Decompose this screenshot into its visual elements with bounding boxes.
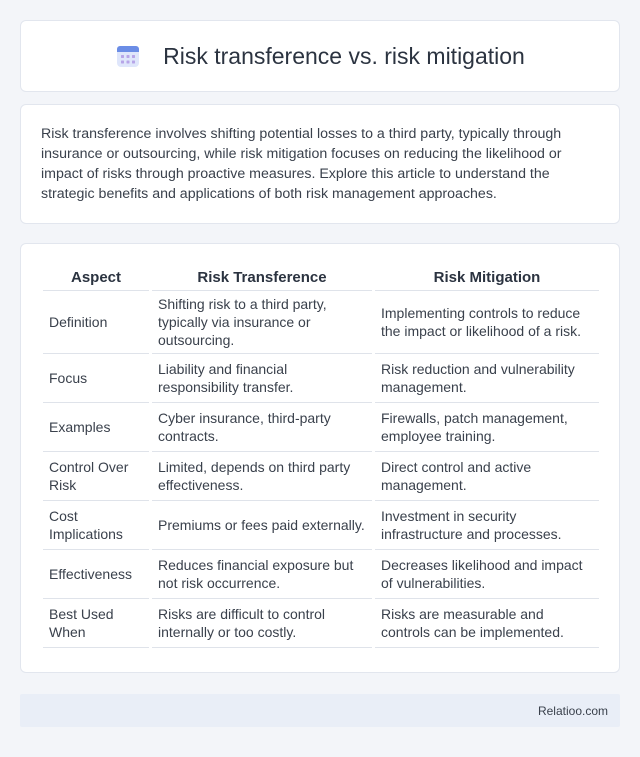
table-row: [43, 550, 599, 599]
cell-aspect: Focus: [43, 354, 149, 403]
cell-mitigation: Decreases likelihood and impact of vulnerabilities.: [375, 550, 599, 599]
header-risk-transference: Risk Transference: [152, 264, 372, 291]
table-header-row: [43, 264, 599, 291]
table-row: [43, 354, 599, 403]
header-aspect: Aspect: [43, 264, 149, 291]
cell-mitigation: Implementing controls to reduce the impact or likelihood of a risk.: [375, 291, 599, 354]
header-risk-mitigation: Risk Mitigation: [375, 264, 599, 291]
cell-transference: Cyber insurance, third-party contracts.: [152, 403, 372, 452]
cell-transference: Premiums or fees paid externally.: [152, 501, 372, 550]
cell-transference: Limited, depends on third party effectiveness.: [152, 452, 372, 501]
cell-aspect: Cost Implications: [43, 501, 149, 550]
cell-transference: Liability and financial responsibility transfer.: [152, 354, 372, 403]
footer-brand[interactable]: Relatioo.com: [537, 703, 608, 718]
cell-mitigation: Firewalls, patch management, employee training.: [375, 403, 599, 452]
cell-transference: Shifting risk to a third party, typically via insurance or outsourcing.: [152, 291, 372, 354]
cell-mitigation: Direct control and active management.: [375, 452, 599, 501]
intro-paragraph: Risk transference involves shifting potential losses to a third party, typically through insurance or outsourcing, while risk mitigation focuses on reducing the likelihood or impact of risks through proactive measures. Explore this article to understand the strategic benefits and applications of both risk management approaches.: [41, 126, 562, 202]
cell-aspect: Best Used When: [43, 599, 149, 648]
cell-transference: Reduces financial exposure but not risk occurrence.: [152, 550, 372, 599]
cell-mitigation: Risk reduction and vulnerability management.: [375, 354, 599, 403]
comparison-table: [43, 264, 599, 648]
table-row: [43, 452, 599, 501]
table-row: [43, 599, 599, 648]
table-row: [43, 403, 599, 452]
cell-mitigation: Risks are measurable and controls can be implemented.: [375, 599, 599, 648]
title-card: [20, 20, 620, 92]
cell-aspect: Effectiveness: [43, 550, 149, 599]
table-row: [43, 501, 599, 550]
table-row: [43, 291, 599, 354]
cell-aspect: Examples: [43, 403, 149, 452]
calendar-icon: [115, 43, 141, 69]
footer: [20, 694, 620, 727]
cell-mitigation: Investment in security infrastructure and processes.: [375, 501, 599, 550]
page-title: Risk transference vs. risk mitigation: [163, 42, 525, 69]
comparison-card: [20, 243, 620, 673]
cell-transference: Risks are difficult to control internally or too costly.: [152, 599, 372, 648]
cell-aspect: Definition: [43, 291, 149, 354]
cell-aspect: Control Over Risk: [43, 452, 149, 501]
intro-card: [20, 104, 620, 224]
